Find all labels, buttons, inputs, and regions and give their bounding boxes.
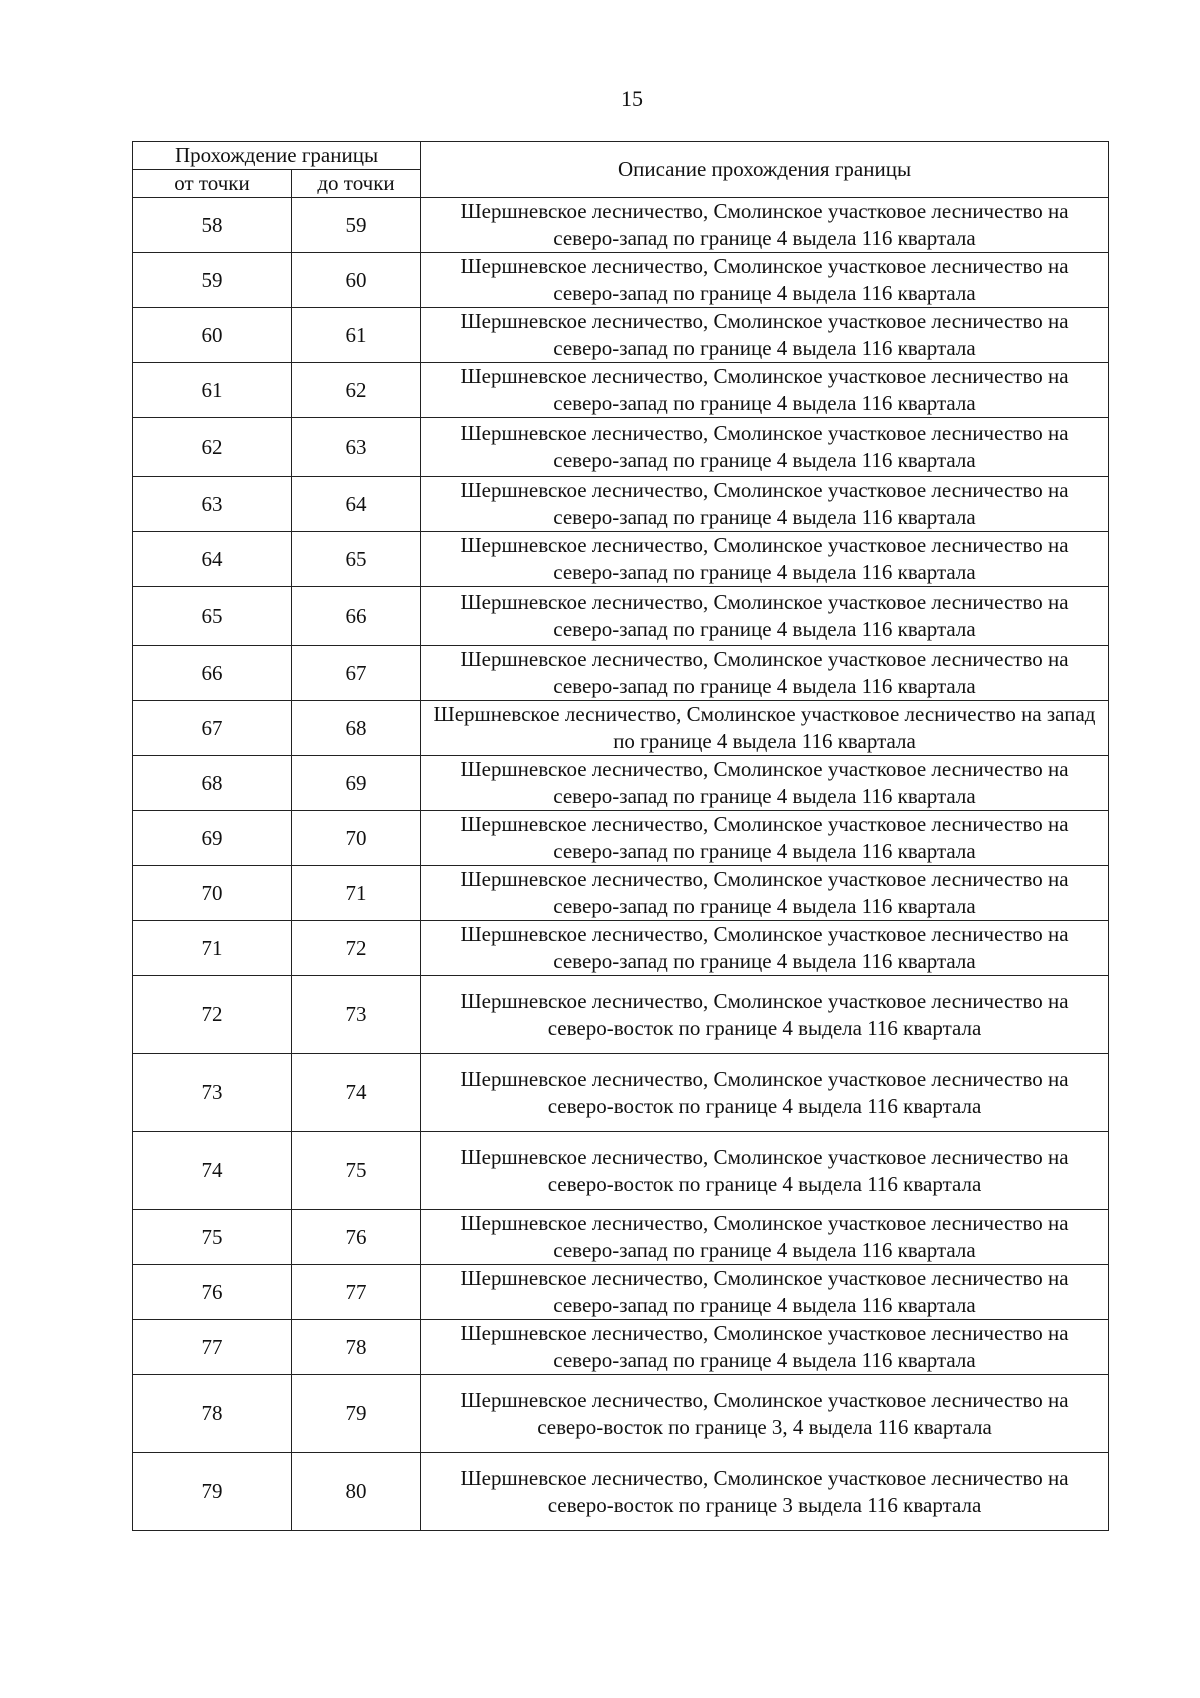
from-point-cell: 79 [133, 1453, 292, 1531]
description-cell: Шершневское лесничество, Смолинское участковое лесничество на северо-запад по границе 4 выдела 116 квартала [421, 198, 1109, 253]
header-from-point: от точки [133, 170, 292, 198]
to-point-cell: 66 [292, 587, 421, 646]
table-row [133, 1453, 1109, 1531]
to-point-cell: 63 [292, 418, 421, 477]
from-point-cell: 62 [133, 418, 292, 477]
to-point-cell: 69 [292, 756, 421, 811]
description-cell: Шершневское лесничество, Смолинское участковое лесничество на северо-восток по границе 4 выдела 116 квартала [421, 1132, 1109, 1210]
description-cell: Шершневское лесничество, Смолинское участковое лесничество на северо-восток по границе 3 выдела 116 квартала [421, 1453, 1109, 1531]
to-point-cell: 72 [292, 921, 421, 976]
to-point-cell: 79 [292, 1375, 421, 1453]
description-cell: Шершневское лесничество, Смолинское участковое лесничество на северо-запад по границе 4 выдела 116 квартала [421, 253, 1109, 308]
table-row [133, 308, 1109, 363]
table-row [133, 477, 1109, 532]
from-point-cell: 66 [133, 646, 292, 701]
table-header [133, 142, 1109, 198]
from-point-cell: 69 [133, 811, 292, 866]
from-point-cell: 77 [133, 1320, 292, 1375]
description-cell: Шершневское лесничество, Смолинское участковое лесничество на северо-запад по границе 4 выдела 116 квартала [421, 646, 1109, 701]
to-point-cell: 68 [292, 701, 421, 756]
to-point-cell: 73 [292, 976, 421, 1054]
table-row [133, 532, 1109, 587]
to-point-cell: 71 [292, 866, 421, 921]
from-point-cell: 63 [133, 477, 292, 532]
description-cell: Шершневское лесничество, Смолинское участковое лесничество на северо-запад по границе 4 выдела 116 квартала [421, 308, 1109, 363]
from-point-cell: 72 [133, 976, 292, 1054]
table-row [133, 1265, 1109, 1320]
from-point-cell: 67 [133, 701, 292, 756]
table-row [133, 198, 1109, 253]
table-row [133, 253, 1109, 308]
table-row [133, 701, 1109, 756]
to-point-cell: 65 [292, 532, 421, 587]
table-row [133, 418, 1109, 477]
to-point-cell: 67 [292, 646, 421, 701]
to-point-cell: 74 [292, 1054, 421, 1132]
from-point-cell: 61 [133, 363, 292, 418]
description-cell: Шершневское лесничество, Смолинское участковое лесничество на северо-запад по границе 4 выдела 116 квартала [421, 477, 1109, 532]
from-point-cell: 60 [133, 308, 292, 363]
description-cell: Шершневское лесничество, Смолинское участковое лесничество на северо-восток по границе 3, 4 выдела 116 квартала [421, 1375, 1109, 1453]
table-row [133, 921, 1109, 976]
description-cell: Шершневское лесничество, Смолинское участковое лесничество на северо-запад по границе 4 выдела 116 квартала [421, 1320, 1109, 1375]
from-point-cell: 58 [133, 198, 292, 253]
header-description: Описание прохождения границы [421, 142, 1109, 198]
table-row [133, 811, 1109, 866]
table-row [133, 1210, 1109, 1265]
from-point-cell: 70 [133, 866, 292, 921]
description-cell: Шершневское лесничество, Смолинское участковое лесничество на северо-запад по границе 4 выдела 116 квартала [421, 866, 1109, 921]
from-point-cell: 59 [133, 253, 292, 308]
table-row [133, 756, 1109, 811]
to-point-cell: 62 [292, 363, 421, 418]
description-cell: Шершневское лесничество, Смолинское участковое лесничество на северо-запад по границе 4 выдела 116 квартала [421, 1210, 1109, 1265]
table-row [133, 1375, 1109, 1453]
description-cell: Шершневское лесничество, Смолинское участковое лесничество на северо-запад по границе 4 выдела 116 квартала [421, 418, 1109, 477]
to-point-cell: 64 [292, 477, 421, 532]
from-point-cell: 78 [133, 1375, 292, 1453]
description-cell: Шершневское лесничество, Смолинское участковое лесничество на северо-запад по границе 4 выдела 116 квартала [421, 363, 1109, 418]
table-row [133, 1320, 1109, 1375]
description-cell: Шершневское лесничество, Смолинское участковое лесничество на северо-запад по границе 4 выдела 116 квартала [421, 532, 1109, 587]
from-point-cell: 68 [133, 756, 292, 811]
to-point-cell: 60 [292, 253, 421, 308]
table-row [133, 976, 1109, 1054]
table-body [133, 198, 1109, 1531]
page-number: 15 [621, 86, 643, 111]
description-cell: Шершневское лесничество, Смолинское участковое лесничество на северо-запад по границе 4 выдела 116 квартала [421, 811, 1109, 866]
table-row [133, 363, 1109, 418]
description-cell: Шершневское лесничество, Смолинское участковое лесничество на северо-запад по границе 4 выдела 116 квартала [421, 756, 1109, 811]
to-point-cell: 76 [292, 1210, 421, 1265]
from-point-cell: 76 [133, 1265, 292, 1320]
table-row [133, 1132, 1109, 1210]
table-row [133, 646, 1109, 701]
from-point-cell: 65 [133, 587, 292, 646]
to-point-cell: 61 [292, 308, 421, 363]
to-point-cell: 70 [292, 811, 421, 866]
header-boundary-passage: Прохождение границы [133, 142, 421, 170]
table-row [133, 1054, 1109, 1132]
description-cell: Шершневское лесничество, Смолинское участковое лесничество на северо-запад по границе 4 выдела 116 квартала [421, 1265, 1109, 1320]
from-point-cell: 75 [133, 1210, 292, 1265]
from-point-cell: 73 [133, 1054, 292, 1132]
from-point-cell: 74 [133, 1132, 292, 1210]
from-point-cell: 71 [133, 921, 292, 976]
table-row [133, 587, 1109, 646]
boundary-table [132, 141, 1109, 1531]
to-point-cell: 78 [292, 1320, 421, 1375]
header-to-point: до точки [292, 170, 421, 198]
description-cell: Шершневское лесничество, Смолинское участковое лесничество на северо-восток по границе 4 выдела 116 квартала [421, 976, 1109, 1054]
to-point-cell: 75 [292, 1132, 421, 1210]
description-cell: Шершневское лесничество, Смолинское участковое лесничество на запад по границе 4 выдела 116 квартала [421, 701, 1109, 756]
description-cell: Шершневское лесничество, Смолинское участковое лесничество на северо-запад по границе 4 выдела 116 квартала [421, 921, 1109, 976]
from-point-cell: 64 [133, 532, 292, 587]
table-row [133, 866, 1109, 921]
to-point-cell: 59 [292, 198, 421, 253]
description-cell: Шершневское лесничество, Смолинское участковое лесничество на северо-восток по границе 4 выдела 116 квартала [421, 1054, 1109, 1132]
to-point-cell: 80 [292, 1453, 421, 1531]
description-cell: Шершневское лесничество, Смолинское участковое лесничество на северо-запад по границе 4 выдела 116 квартала [421, 587, 1109, 646]
to-point-cell: 77 [292, 1265, 421, 1320]
